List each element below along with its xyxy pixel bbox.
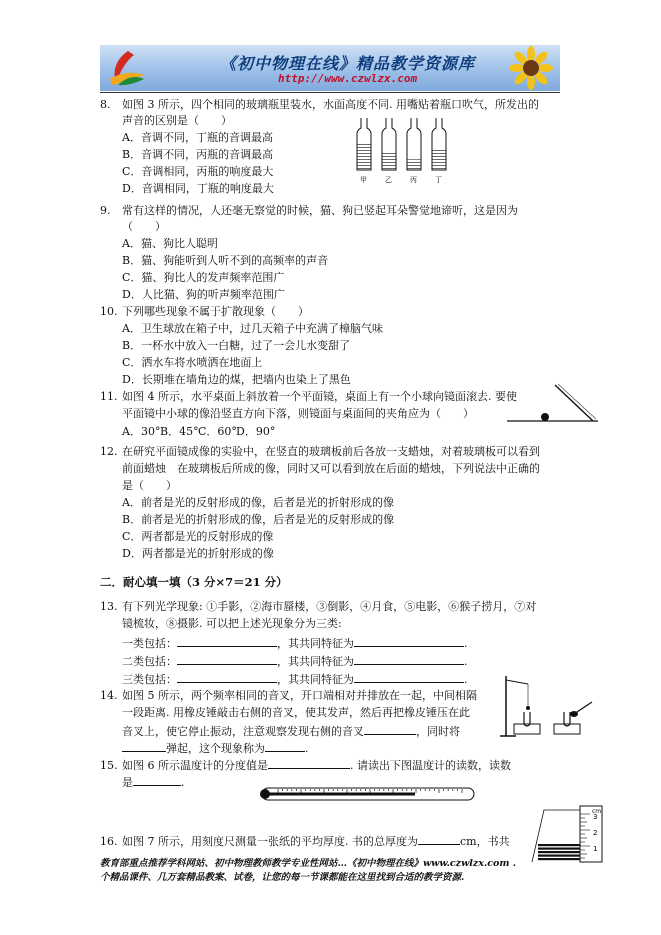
q9-stem-line2: （ ） — [122, 220, 166, 233]
q13-blank-3a[interactable] — [177, 671, 277, 683]
q14-stem-line1: 14. 如图 5 所示，两个频率相同的音叉，开口端相对并排放在一起，中间相隔 — [100, 689, 477, 702]
q8-option-a: A．音调不同，丁瓶的音调最高 — [122, 131, 273, 144]
figure-5-tuning-forks — [492, 672, 600, 742]
site-title: 《初中物理在线》精品教学资源库 — [220, 54, 476, 73]
site-url[interactable]: http://www.czwlzx.com — [278, 72, 418, 85]
header-banner — [100, 45, 560, 91]
q8-stem-line1: 8. 如图 3 所示，四个相同的玻璃瓶里装水，水面高度不同. 用嘴贴着瓶口吹气，所发出的 — [100, 98, 539, 111]
q10-option-d: D．长期堆在墙角边的煤，把墙内也染上了黑色 — [122, 373, 351, 386]
bottle-1 — [382, 118, 396, 184]
q12-stem-line2: 前面蜡烛 在玻璃板后所成的像，同时又可以看到放在后面的蜡烛，下列说法中正确的 — [122, 462, 540, 475]
bottle-0 — [357, 118, 371, 184]
section-2-title: 二．耐心填一填（3 分×7＝21 分） — [100, 575, 288, 589]
q11-options — [122, 425, 275, 439]
q14-stem-line4: 弹起，这个现象称为 . — [122, 740, 309, 756]
q16-stem: 16. 如图 7 所示，用刻度尺测量一张纸的平均厚度. 书的总厚度为 cm，书共 — [100, 835, 510, 848]
bottle-2 — [407, 118, 421, 184]
q10-option-b: B．一杯水中放入一白糖，过了一会儿水变甜了 — [122, 339, 351, 352]
q12-option-a: A．前者是光的反射形成的像，后者是光的折射形成的像 — [122, 496, 394, 509]
ruler-tick-1: 1 — [593, 845, 598, 853]
q14-blank-1[interactable] — [364, 723, 416, 735]
q11-option-c: C．60° — [198, 425, 237, 438]
sunflower-icon — [508, 46, 554, 90]
q10-option-c: C．洒水车将水喷洒在地面上 — [122, 356, 263, 369]
q8-stem-line2: 声音的区别是（ ） — [122, 114, 232, 127]
q15-stem-line2: 是 . — [122, 776, 185, 789]
q14-stem-line2: 一段距离. 用橡皮锤敲击右侧的音叉，使其发声，然后再把橡皮锤压在此 — [122, 706, 470, 719]
figure-6-thermometer — [256, 786, 478, 802]
q14-blank-3[interactable] — [265, 740, 305, 752]
ruler-tick-3: 3 — [593, 813, 598, 821]
q12-stem-line1: 12. 在研究平面镜成像的实验中，在竖直的玻璃板前后各放一支蜡烛，对着玻璃板可以看到 — [100, 445, 540, 458]
q13-row-2: 二类包括： ，其共同特征为 . — [122, 655, 468, 668]
ruler-unit-label: cm — [592, 808, 602, 815]
q13-row-1: 一类包括： ，其共同特征为 . — [122, 637, 468, 650]
q10-option-a: A．卫生球放在箱子中，过几天箱子中充满了樟脑气味 — [122, 322, 383, 335]
q10-stem: 10. 下列哪些现象不属于扩散现象（ ） — [100, 305, 309, 318]
q12-option-b: B．前者是光的折射形成的像，后者是光的反射形成的像 — [122, 513, 395, 526]
figure-3-bottles — [352, 116, 452, 186]
q13-blank-2b[interactable] — [354, 653, 464, 665]
bottle-3 — [432, 118, 446, 184]
q11-option-a: A．30° — [122, 425, 161, 438]
figure-7-ruler-book — [530, 804, 604, 864]
site-logo — [106, 49, 146, 87]
q15-stem-line1: 15. 如图 6 所示温度计的分度值是 . 请读出下图温度计的读数，读数 — [100, 759, 511, 772]
bottle-label-1: 乙 — [385, 176, 392, 184]
q8-option-d: D．音调相同，丁瓶的响度最大 — [122, 182, 274, 195]
q12-stem-line3: 是（ ） — [122, 479, 177, 492]
footer-line-2: 个精品课件、几万套精品教案、试卷，让您的每一节课都能在这里找到合适的教学资源. — [100, 872, 465, 883]
footer-line-1: 教育部重点推荐学科网站、初中物理教师教学专业性网站…《初中物理在线》www.czwlzx.com . — [100, 858, 517, 869]
bottle-label-3: 丁 — [435, 176, 442, 184]
q12-option-c: C．两者都是光的反射形成的像 — [122, 530, 274, 543]
q9-option-b: B．猫、狗能听到人听不到的高频率的声音 — [122, 254, 329, 267]
q9-option-a: A．猫、狗比人聪明 — [122, 237, 218, 250]
q13-stem-line1: 13. 有下列光学现象: ①手影，②海市蜃楼，③倒影，④月食，⑤电影，⑥猴子捞月，⑦对 — [100, 600, 537, 613]
q9-option-c: C．猫、狗比人的发声频率范围广 — [122, 271, 285, 284]
ruler-tick-2: 2 — [593, 829, 598, 837]
q9-stem-line1: 9. 常有这样的情况，人还毫无察觉的时候，猫、狗已竖起耳朵警觉地谛听，这是因为 — [100, 204, 518, 217]
q15-blank-1[interactable] — [268, 757, 350, 769]
bottle-label-2: 丙 — [410, 176, 417, 184]
q13-stem-line2: 镜梳妆，⑧摄影. 可以把上述光现象分为三类: — [122, 617, 342, 630]
q11-option-b: B．45° — [160, 425, 199, 438]
q13-row-3: 三类包括： ，其共同特征为 . — [122, 673, 468, 686]
q14-stem-line3: 音叉上，使它停止振动，注意观察发现右侧的音叉 ，同时将 — [122, 725, 460, 738]
figure-4-mirror — [505, 383, 600, 425]
q13-blank-1a[interactable] — [177, 635, 277, 647]
bottle-label-0: 甲 — [360, 176, 367, 184]
q11-stem-line2: 平面镜中小球的像沿竖直方向下落，则镜面与桌面间的夹角应为（ ） — [122, 407, 474, 420]
q13-blank-2a[interactable] — [177, 653, 277, 665]
q13-blank-3b[interactable] — [354, 671, 464, 683]
q12-option-d: D．两者都是光的折射形成的像 — [122, 547, 274, 560]
q11-option-d: D．90° — [236, 425, 276, 438]
q8-option-b: B．音调不同，丙瓶的音调最高 — [122, 148, 274, 161]
header-divider — [100, 92, 560, 93]
q16-blank-1[interactable] — [418, 833, 460, 845]
q11-stem-line1: 11. 如图 4 所示，水平桌面上斜放着一个平面镜，桌面上有一个小球向镜面滚去. 要使 — [100, 390, 517, 403]
q8-option-c: C．音调相同，丙瓶的响度最大 — [122, 165, 274, 178]
q14-blank-2[interactable] — [122, 740, 166, 752]
q13-blank-1b[interactable] — [354, 635, 464, 647]
q15-blank-2[interactable] — [133, 774, 181, 786]
q9-option-d: D．人比猫、狗的听声频率范围广 — [122, 288, 285, 301]
